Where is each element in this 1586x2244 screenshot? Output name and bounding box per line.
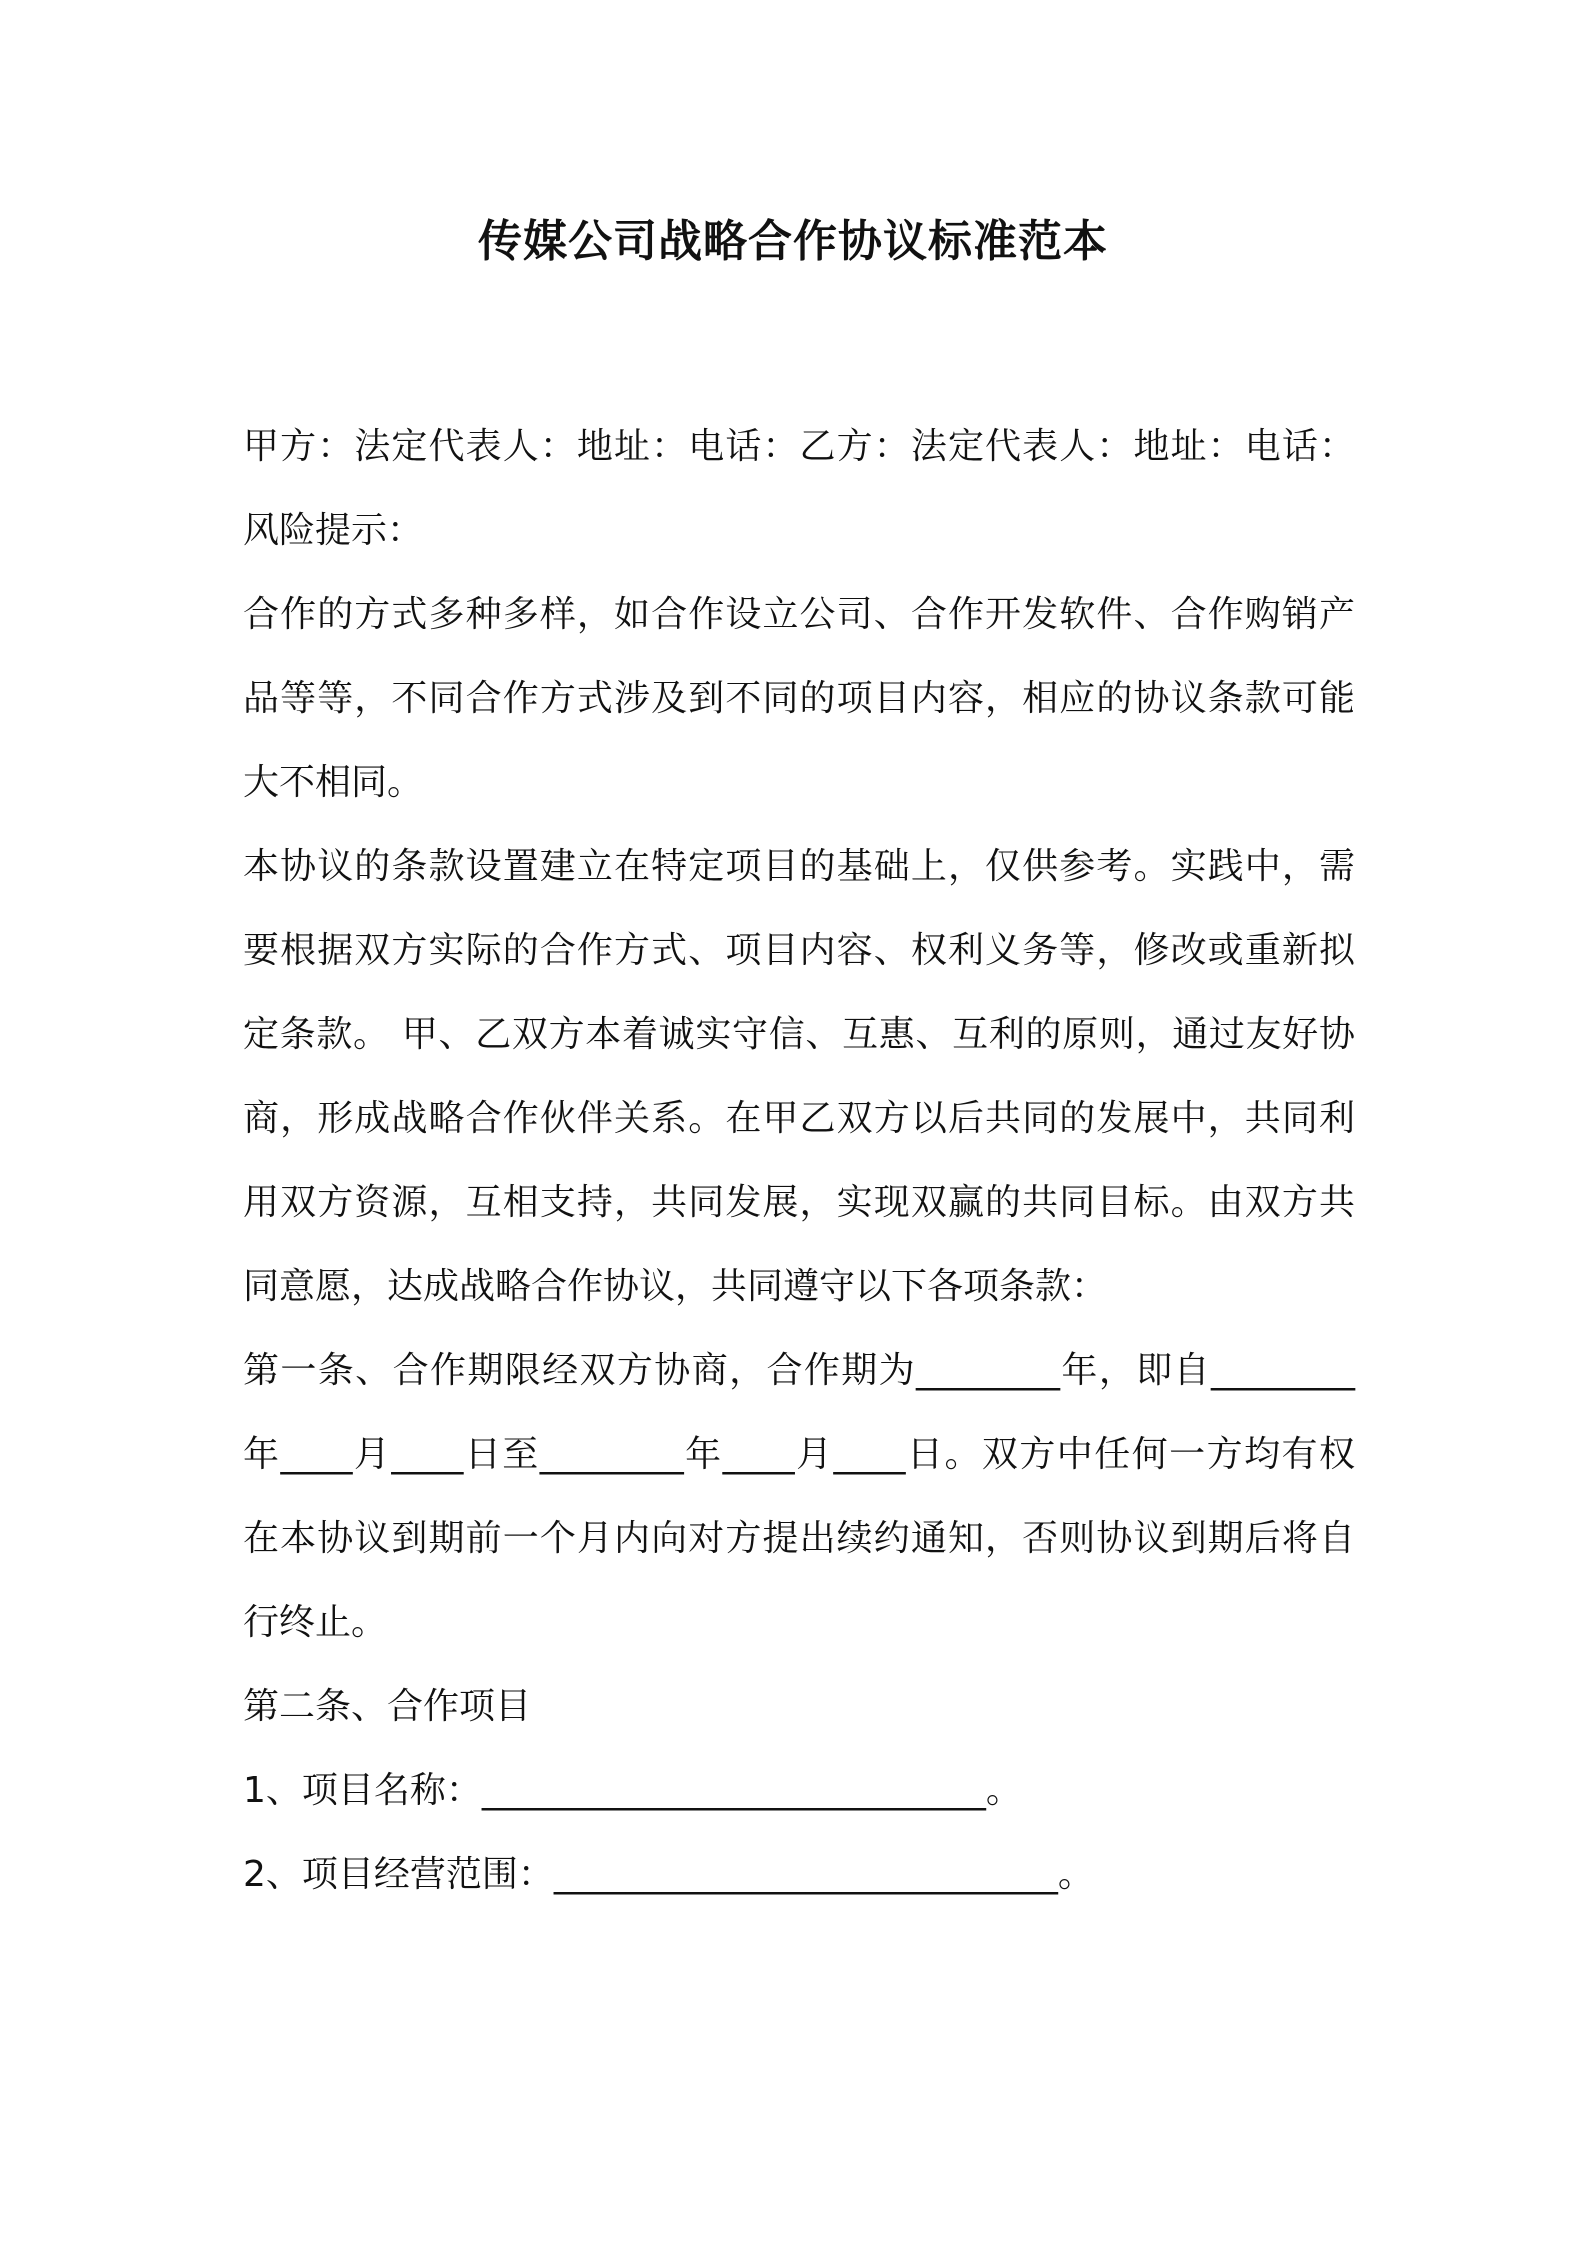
- project-name-line: 1、项目名称：____________________________。: [243, 1770, 1022, 1811]
- document-body: [243, 405, 1355, 1917]
- intro-paragraph: 本协议的条款设置建立在特定项目的基础上，仅供参考。实践中，需要根据双方实际的合作方式、项目内容、权利义务等，修改或重新拟定条款。 甲、乙双方本着诚实守信、互惠、互利的原则，通过友好协商，形成战略合作伙伴关系。在甲乙双方以后共同的发展中，共同利用双方资源，互相支持，共同发展，实现双赢的共同目标。由双方共同意愿，达成战略合作协议，共同遵守以下各项条款：: [243, 846, 1355, 1307]
- risk-note-paragraph: 合作的方式多种多样，如合作设立公司、合作开发软件、合作购销产品等等，不同合作方式涉及到不同的项目内容，相应的协议条款可能大不相同。: [243, 594, 1355, 803]
- article-2-heading: 第二条、合作项目: [243, 1686, 532, 1727]
- document-title: 传媒公司战略合作协议标准范本: [478, 216, 1108, 267]
- project-scope-line: 2、项目经营范围：____________________________。: [243, 1854, 1094, 1895]
- article-1-paragraph: 第一条、合作期限经双方协商，合作期为________年，即自________年____月____日至________年____月____日。双方中任何一方均有权在本协议到期前一个月内向对方提出续约通知，否则协议到期后将自行终止。: [243, 1350, 1355, 1643]
- parties-paragraph: 甲方：法定代表人：地址：电话：乙方：法定代表人：地址：电话：风险提示：: [243, 426, 1355, 551]
